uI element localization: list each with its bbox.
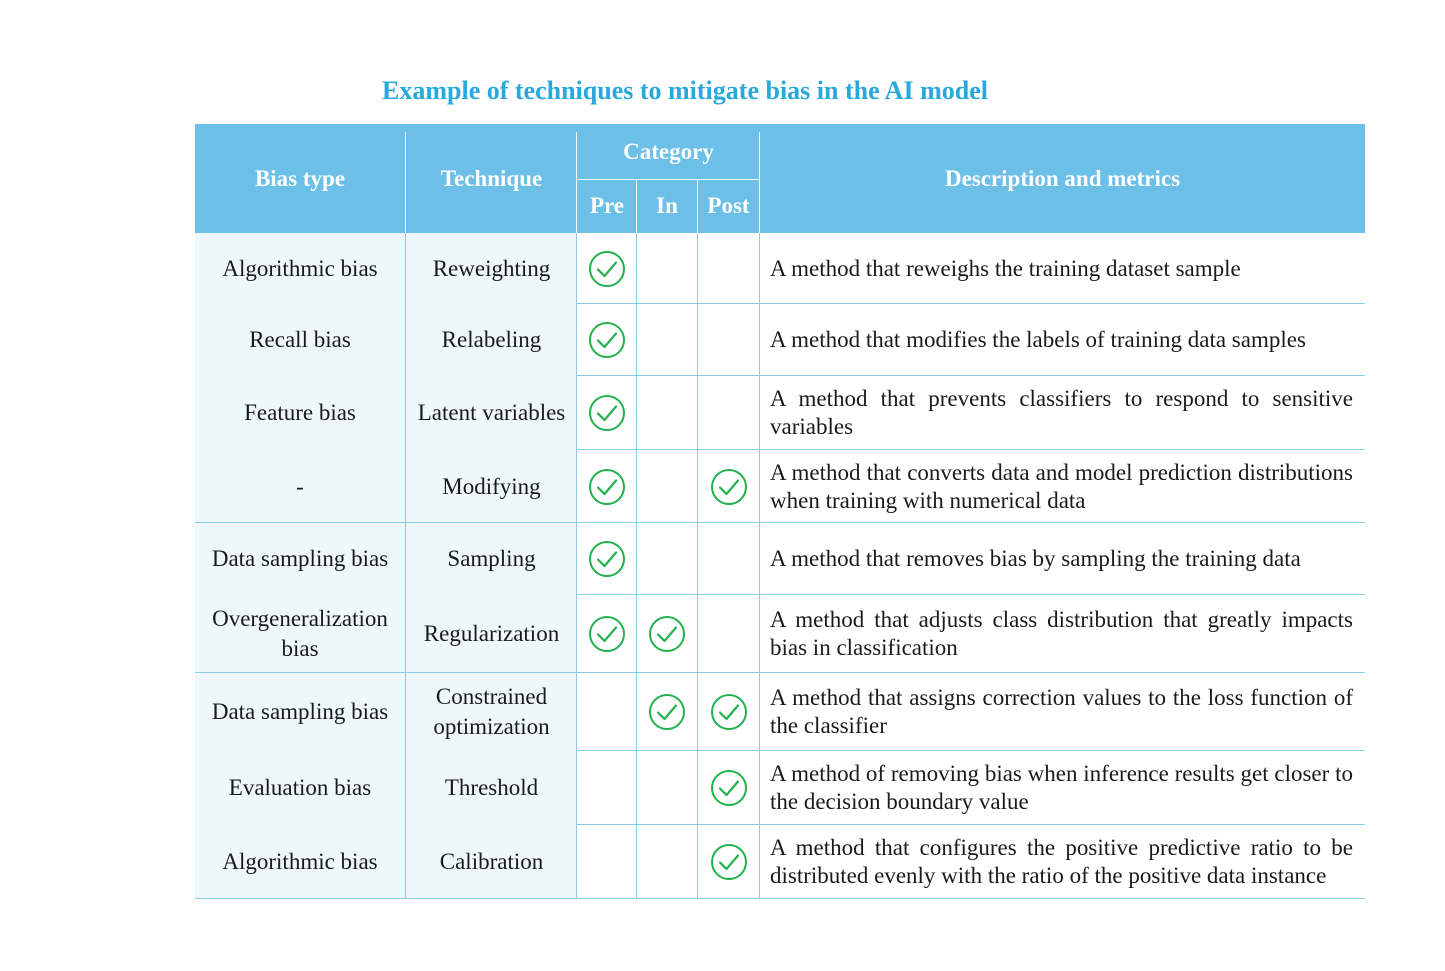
bias-type-cell: - <box>296 473 304 499</box>
technique-cell: Threshold <box>444 775 539 800</box>
check-pre-icon <box>588 250 626 288</box>
col-divider-in <box>697 233 698 899</box>
check-post-icon <box>710 693 748 731</box>
bias-type-cell: Evaluation bias <box>228 775 372 800</box>
header-pre: Pre <box>589 193 625 218</box>
technique-cell: Relabeling <box>441 327 542 352</box>
description-text: A method of removing bias when inference results get closer to the decision boundary value <box>770 761 1353 814</box>
check-pre-icon <box>588 615 626 653</box>
check-pre-icon <box>588 468 626 506</box>
description-cell <box>770 595 1353 673</box>
check-in-icon <box>648 693 686 731</box>
technique-cell: Regularization <box>423 621 560 646</box>
description-cell <box>770 450 1353 523</box>
description-text: A method that converts data and model prediction distributions when training with numerical data <box>770 459 1353 513</box>
description-text: A method that adjusts class distribution that greatly impacts bias in classification <box>770 607 1353 660</box>
bias-mitigation-table <box>195 124 1365 899</box>
description-cell <box>770 751 1353 825</box>
bias-type-cell: Feature bias <box>244 400 356 425</box>
description-text: A method that modifies the labels of training data samples <box>770 327 1306 352</box>
technique-cell: Reweighting <box>432 255 551 281</box>
description-text: A method that configures the positive predictive ratio to be distributed evenly with the ratio of the positive data instance <box>770 835 1353 888</box>
description-cell <box>770 825 1353 899</box>
check-pre-icon <box>588 394 626 432</box>
bias-type-cell: Algorithmic bias <box>222 849 378 874</box>
technique-cell: Modifying <box>442 473 541 499</box>
technique-cell: Latent variables <box>417 400 566 425</box>
description-cell <box>770 523 1353 595</box>
bias-type-cell: Data sampling bias <box>211 546 389 571</box>
description-cell <box>770 376 1353 450</box>
check-post-icon <box>710 843 748 881</box>
description-text: A method that prevents classifiers to respond to sensitive variables <box>770 386 1353 439</box>
description-text: A method that assigns correction values to the loss function of the classifier <box>770 685 1353 738</box>
bias-type-cell: Data sampling bias <box>211 699 389 724</box>
header-post: Post <box>707 193 750 218</box>
header-bias-type: Bias type <box>254 165 346 191</box>
technique-cell: Constrained optimization <box>433 684 550 739</box>
technique-cell: Calibration <box>439 849 544 874</box>
header-category: Category <box>623 139 714 164</box>
table-title: Example of techniques to mitigate bias in the AI model <box>382 76 988 105</box>
description-text: A method that reweighs the training dataset sample <box>770 255 1241 281</box>
description-cell <box>770 233 1353 304</box>
header-in: In <box>656 193 678 218</box>
check-post-icon <box>710 468 748 506</box>
description-text: A method that removes bias by sampling the training data <box>770 546 1301 571</box>
check-post-icon <box>710 769 748 807</box>
bias-type-cell: Algorithmic bias <box>222 255 378 281</box>
check-pre-icon <box>588 321 626 359</box>
description-cell <box>770 304 1353 376</box>
col-divider-post <box>759 233 760 899</box>
technique-cell: Sampling <box>447 546 536 571</box>
bias-type-cell: Recall bias <box>249 327 351 352</box>
header-description: Description and metrics <box>944 165 1181 191</box>
check-pre-icon <box>588 540 626 578</box>
col-divider-pre <box>636 233 637 899</box>
row-divider <box>195 898 1365 899</box>
table-header <box>195 124 1365 233</box>
header-technique: Technique <box>440 165 543 191</box>
description-cell <box>770 673 1353 751</box>
bias-type-cell: Overgeneralization bias <box>212 606 388 661</box>
check-in-icon <box>648 615 686 653</box>
